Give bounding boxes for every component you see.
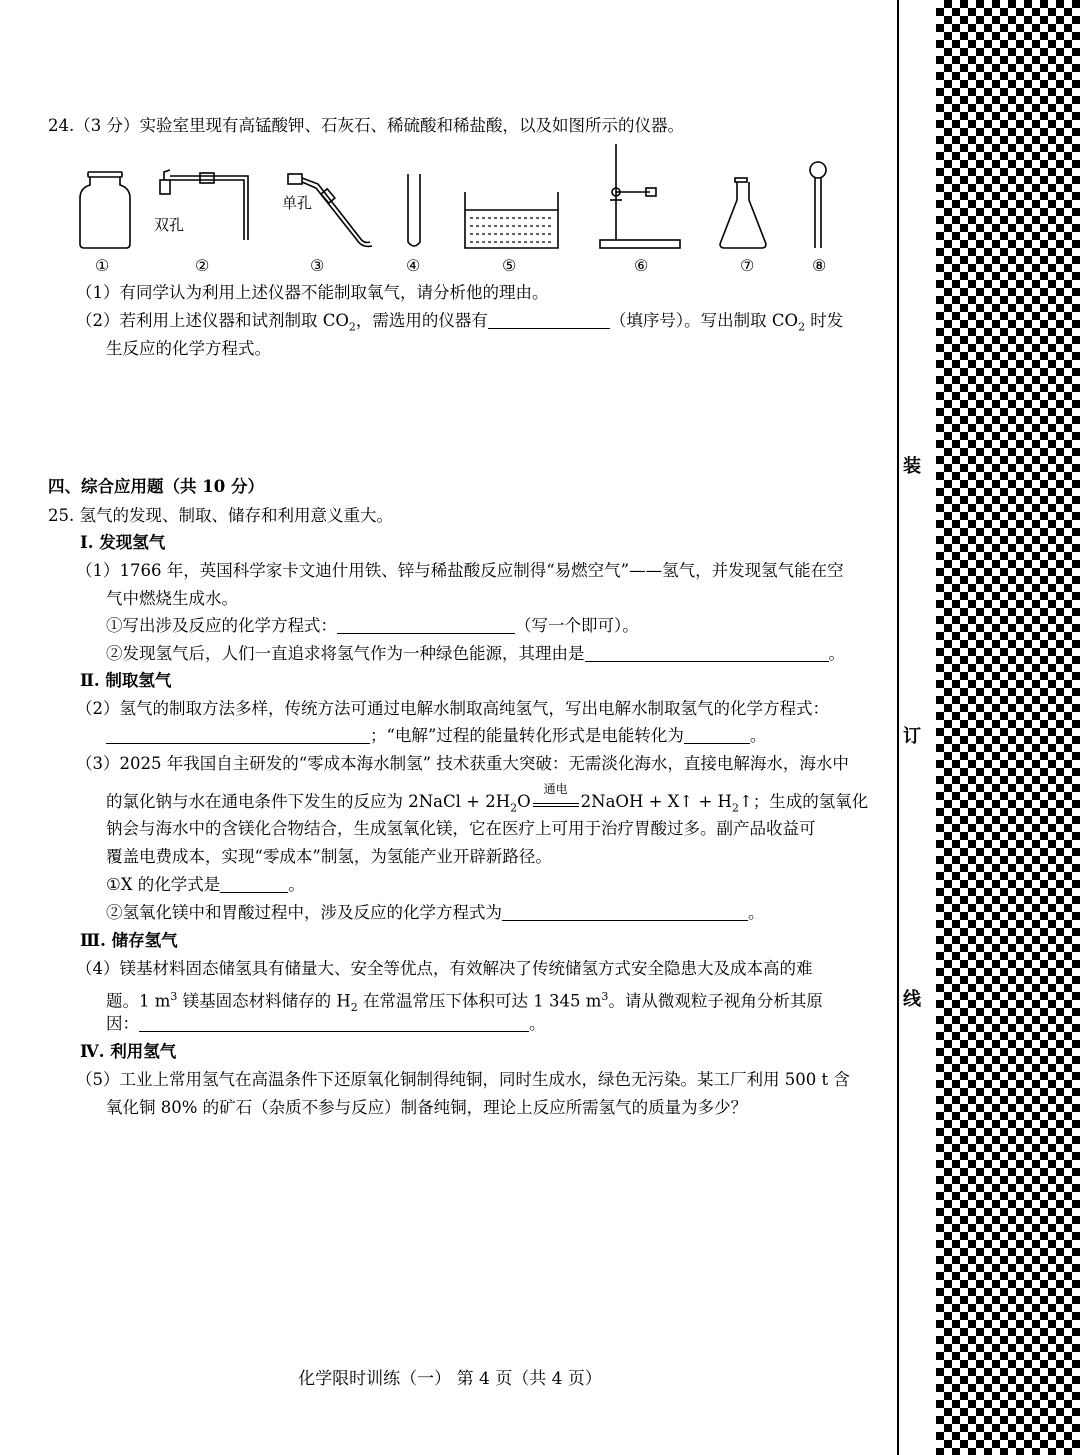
iron-stand [600, 144, 680, 248]
q25-p5a: （5）工业上常用氢气在高温条件下还原氧化铜制得纯铜，同时生成水，绿色无污染。某工厂利用 500 t 含 [76, 1070, 850, 1089]
q25-heading-2: Ⅱ. 制取氢气 [80, 671, 172, 690]
q24-part2-cont: 生反应的化学方程式。 [106, 339, 271, 358]
apparatus-number-4: ④ [406, 256, 421, 275]
q25-p4b: 题。1 $m^3$ 镁基固态材料储存的 $H_2$ 在常温常压下体积可达 1 345 $m^3$。请从微观粒子视角分析其原 [106, 990, 823, 1014]
apparatus-number-7: ⑦ [740, 256, 755, 275]
q25-heading-1: Ⅰ. 发现氢气 [80, 533, 166, 552]
label-single-hole: 单孔 [282, 194, 313, 212]
q24-part1: （1）有同学认为利用上述仪器不能制取氧气，请分析他的理由。 [76, 283, 549, 302]
binding-line [897, 0, 899, 1455]
label-double-hole: 双孔 [154, 216, 185, 234]
apparatus-number-1: ① [95, 256, 110, 275]
q25-p3d: 覆盖电费成本，实现“零成本”制氢，为氢能产业开辟新路径。 [106, 847, 552, 866]
q25-p1b: 气中燃烧生成水。 [106, 589, 238, 608]
test-tube [408, 174, 420, 246]
long-neck-funnel [810, 162, 826, 248]
page-footer: 化学限时训练（一） 第 4 页（共 4 页） [298, 1369, 602, 1389]
q25-p4a: （4）镁基材料固态储氢具有储量大、安全等优点，有效解决了传统储氢方式安全隐患大及成本高的难 [76, 959, 813, 978]
answer-blank-instruments[interactable] [488, 312, 610, 329]
decorative-checker-border [936, 0, 1080, 1455]
conical-flask [720, 178, 766, 248]
water-trough [465, 192, 558, 248]
q24-part2: （2）若利用上述仪器和试剂制取 $CO_2$，需选用的仪器有 （填序号）。写出制取 $CO_2$ 时发 [76, 311, 844, 334]
q25-p1a: （1）1766 年，英国科学家卡文迪什用铁、锌与稀盐酸反应制得“易燃空气”——氢气，并发现氢气能在空 [76, 561, 844, 580]
apparatus-number-8: ⑧ [812, 256, 827, 275]
q25-stem: 25. 氢气的发现、制取、储存和利用意义重大。 [48, 506, 393, 525]
apparatus-number-6: ⑥ [634, 256, 649, 275]
q24-stem: 24.（3 分）实验室里现有高锰酸钾、石灰石、稀硫酸和稀盐酸，以及如图所示的仪器。 [48, 116, 684, 135]
q25-p3f: ②氢氧化镁中和胃酸过程中，涉及反应的化学方程式为 。 [106, 903, 765, 922]
binding-mark-zhuang: 装 [903, 456, 921, 477]
q25-heading-3: Ⅲ. 储存氢气 [80, 931, 178, 950]
answer-blank-neutralization-equation[interactable] [502, 904, 748, 921]
binding-mark-ding: 订 [903, 726, 921, 747]
apparatus-figure [60, 140, 860, 280]
q25-p3c: 钠会与海水中的含镁化合物结合，生成氢氧化镁，它在医疗上可用于治疗胃酸过多。副产品收益可 [106, 819, 816, 838]
answer-blank-energy-form[interactable] [684, 727, 750, 744]
reaction-condition: 通电 [533, 794, 579, 807]
answer-blank-x-formula[interactable] [220, 876, 288, 893]
q25-p1c: ①写出涉及反应的化学方程式： （写一个即可）。 [106, 616, 639, 635]
answer-blank-electrolysis-equation[interactable] [106, 727, 370, 744]
apparatus-number-2: ② [195, 256, 210, 275]
answer-blank-reason[interactable] [585, 645, 829, 662]
q25-p2b: ；“电解”过程的能量转化形式是电能转化为 。 [106, 725, 766, 747]
apparatus-number-5: ⑤ [502, 256, 517, 275]
apparatus-number-3: ③ [310, 256, 325, 275]
q25-p5b: 氧化铜 80% 的矿石（杂质不参与反应）制备纯铜，理论上反应所需氢气的质量为多少？ [106, 1098, 748, 1117]
binding-mark-xian: 线 [903, 989, 921, 1010]
q25-p1d: ②发现氢气后，人们一直追求将氢气作为一种绿色能源，其理由是 。 [106, 644, 845, 663]
answer-blank-micro-reason[interactable] [139, 1015, 529, 1032]
q25-p3b: 的氯化钠与水在通电条件下发生的反应为 2NaCl + $2H_2O$ 通电 2NaOH + X↑ + $H_2↑$；生成的氢氧化 [106, 782, 869, 815]
answer-blank-equation-1[interactable] [337, 617, 515, 634]
q25-p2a: （2）氢气的制取方法多样，传统方法可通过电解水制取高纯氢气，写出电解水制取氢气的化学方程式： [76, 699, 829, 718]
wide-mouth-bottle [80, 172, 130, 248]
q25-p3e: ①X 的化学式是 。 [106, 875, 305, 894]
q25-heading-4: Ⅳ. 利用氢气 [80, 1042, 177, 1061]
section4-heading: 四、综合应用题（共 10 分） [48, 477, 264, 496]
q25-p4c: 因： 。 [106, 1014, 546, 1033]
q25-p3a: （3）2025 年我国自主研发的“零成本海水制氢” 技术获重大突破：无需淡化海水，直接电解海水，海水中 [76, 754, 849, 773]
